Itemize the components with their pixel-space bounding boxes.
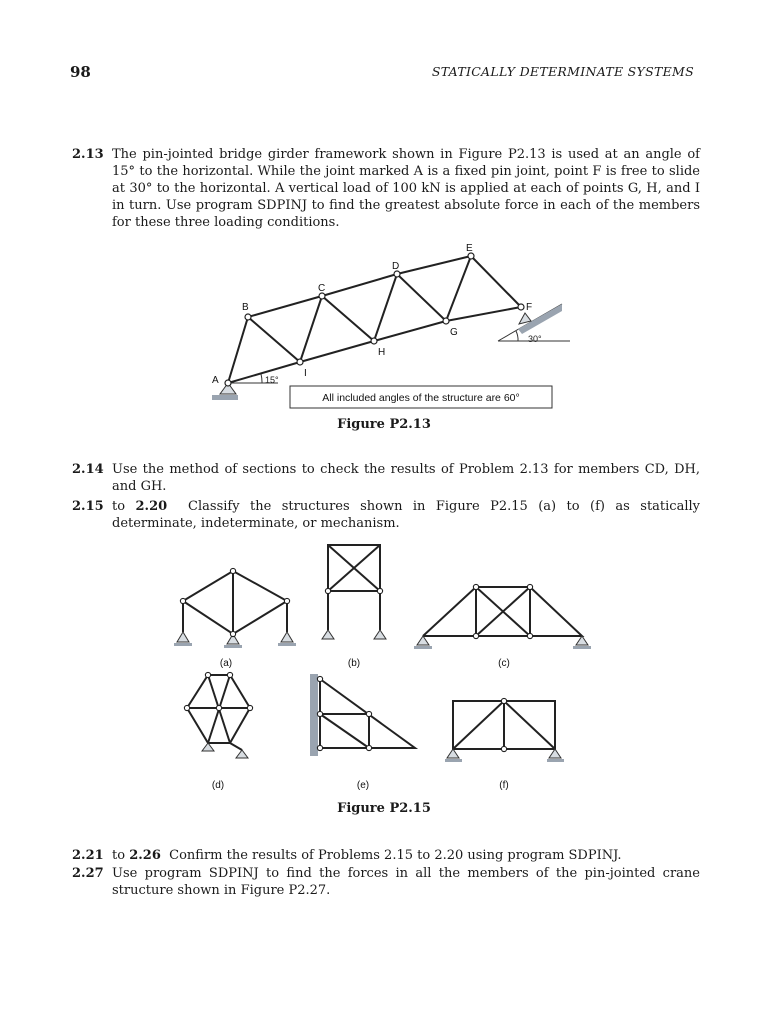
sublabel-d: (d) — [211, 780, 225, 791]
problem-number: 2.21 — [72, 848, 104, 863]
structure-d — [187, 675, 250, 750]
problem-body: Classify the structures shown in Figure P2.15 (a) to (f) as statically determinate, indeterminate, or mechanism. — [112, 499, 700, 531]
problem-2-27 — [72, 865, 700, 899]
joint-label-h: H — [378, 347, 386, 358]
figure-caption-p2-15: Figure P2.15 — [337, 801, 431, 816]
note-text: All included angles of the structure are 60° — [322, 392, 520, 404]
figure-p2-13 — [200, 243, 570, 413]
page-number: 98 — [70, 63, 91, 81]
supports — [174, 630, 591, 762]
joint-label-b: B — [242, 302, 249, 313]
structure-f — [453, 701, 555, 749]
problem-number: 2.14 — [72, 462, 104, 477]
problem-2-14 — [72, 461, 700, 495]
joint-label-e: E — [466, 243, 473, 254]
joint-label-i: I — [304, 368, 307, 379]
sublabel-b: (b) — [347, 658, 361, 669]
structure-c — [423, 587, 582, 636]
problem-2-21-to-2-26 — [72, 847, 700, 864]
problem-number-end: 2.20 — [135, 499, 168, 514]
figure-p2-15 — [170, 538, 595, 793]
structure-b — [328, 545, 380, 630]
problem-body: Confirm the results of Problems 2.15 to 2.20 using program SDPINJ. — [169, 848, 622, 863]
running-title: STATICALLY DETERMINATE SYSTEMS — [431, 64, 694, 79]
figure-caption-p2-13: Figure P2.13 — [337, 417, 431, 432]
joint-label-d: D — [392, 261, 400, 272]
sublabel-c: (c) — [498, 658, 510, 669]
problem-2-15-to-2-20 — [72, 498, 700, 532]
truss-joints — [225, 253, 524, 386]
problem-text: The pin-jointed bridge girder framework shown in Figure P2.13 is used at an angle of 15° to the horizontal. While the joint marked A is a fixed pin joint, point F is free to slide at 30° to the horizontal. A vertical load of 100 kN is applied at each of points G, H, and I in turn. Use program SDPINJ to find the greatest absolute force in each of the members for these three loading conditions. — [112, 147, 700, 230]
note-box — [290, 386, 552, 408]
problem-number: 2.13 — [72, 147, 104, 162]
structure-a — [183, 571, 287, 634]
problem-2-13 — [72, 146, 700, 231]
sublabel-e: (e) — [356, 780, 370, 791]
problem-number: 2.27 — [72, 866, 104, 881]
problem-text: Use the method of sections to check the results of Problem 2.13 for members CD, DH, and GH. — [112, 462, 700, 494]
joint-label-c: C — [318, 283, 326, 294]
problem-number-end: 2.26 — [129, 848, 161, 863]
range-to: to — [112, 499, 126, 514]
sublabel-a: (a) — [219, 658, 233, 669]
problem-text — [112, 498, 700, 532]
angle-label-slope: 30° — [528, 334, 542, 344]
joint-label-g: G — [450, 327, 458, 338]
problem-number: 2.15 — [72, 499, 104, 514]
wall-e — [310, 674, 318, 756]
angle-label-base: 15° — [265, 375, 279, 385]
problem-text: Use program SDPINJ to find the forces in all the members of the pin-jointed crane structure shown in Figure P2.27. — [112, 866, 700, 898]
truss-members — [228, 256, 521, 383]
range-to: to — [112, 848, 126, 863]
joint-label-a: A — [212, 375, 219, 386]
problem-text — [112, 847, 700, 864]
sublabel-f: (f) — [499, 780, 509, 791]
joint-label-f: F — [526, 302, 533, 313]
